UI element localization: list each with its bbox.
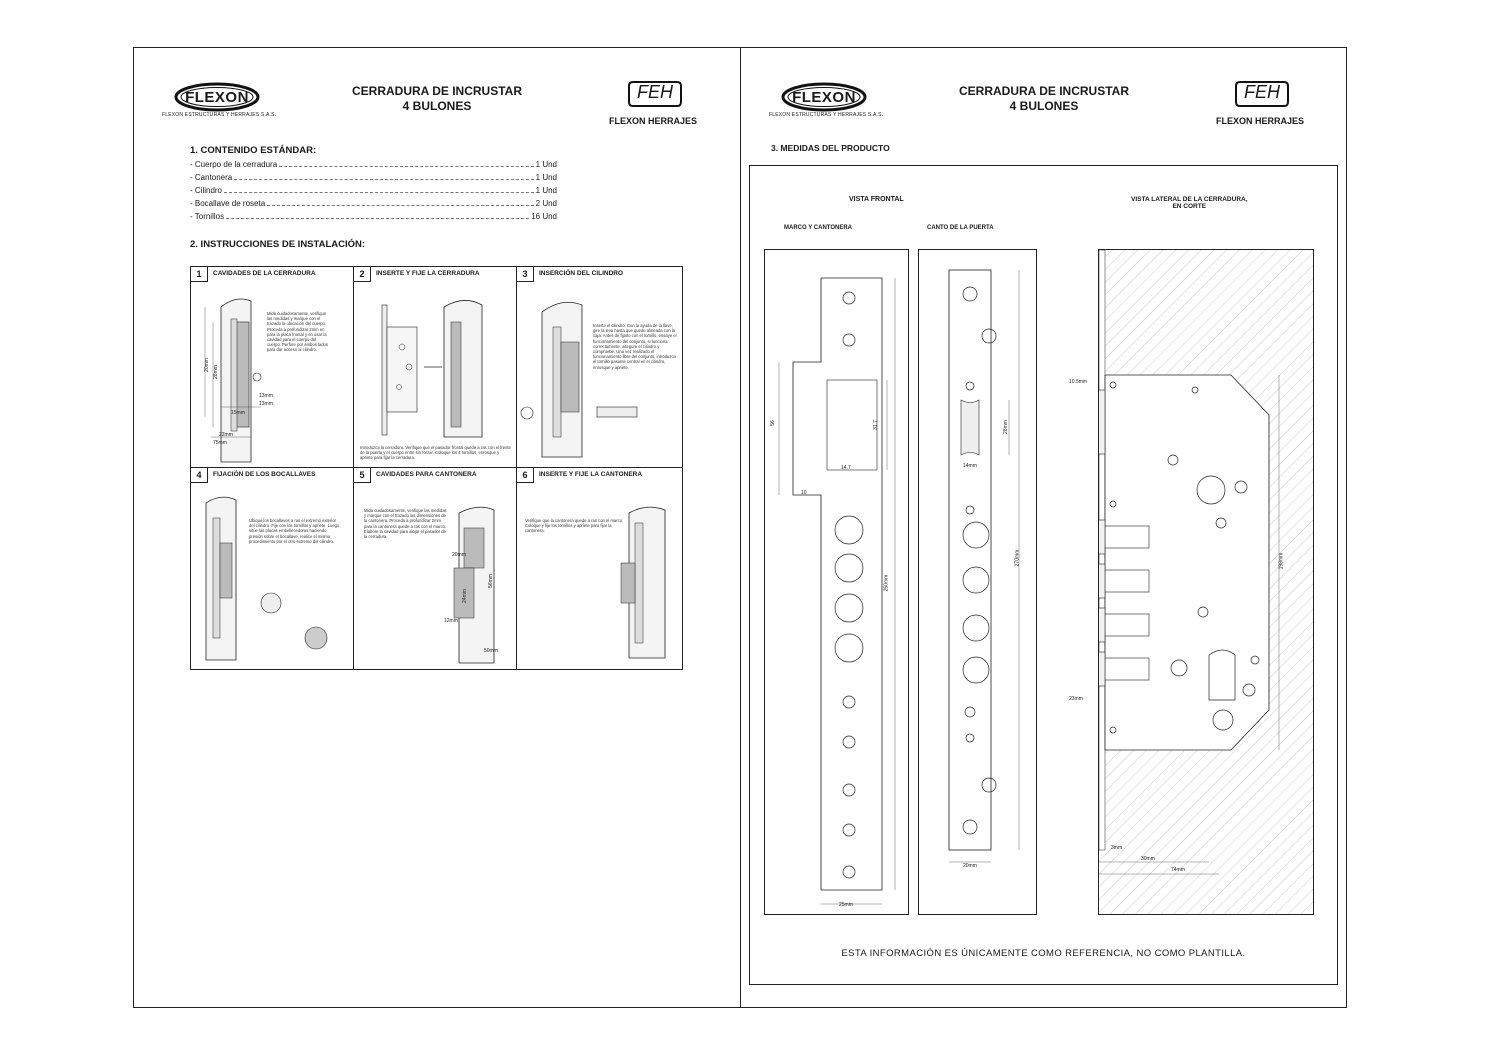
dim-label: 20mm bbox=[963, 863, 977, 869]
flexon-logo-text: FLEXON bbox=[792, 89, 856, 106]
step-number: 1 bbox=[191, 267, 208, 282]
list-item: - Tornillos 16 Und bbox=[190, 212, 557, 221]
section-contents-heading: 1. CONTENIDO ESTÁNDAR: bbox=[190, 145, 317, 156]
dim-label: 14mm bbox=[963, 463, 977, 469]
list-item: - Cilindro 1 Und bbox=[190, 186, 557, 195]
step-number: 6 bbox=[517, 468, 534, 483]
list-item: - Bocallave de roseta 2 Und bbox=[190, 199, 557, 208]
step-6-illustration bbox=[517, 468, 682, 669]
step-title: INSERTE Y FIJE LA CERRADURA bbox=[376, 270, 480, 277]
dim-label: 28mm bbox=[1002, 420, 1009, 434]
section-instructions-heading: 2. INSTRUCCIONES DE INSTALACIÓN: bbox=[190, 239, 366, 250]
step-title: CAVIDADES PARA CANTONERA bbox=[376, 471, 477, 478]
dim-label: 50mm bbox=[484, 648, 498, 654]
step-4 bbox=[191, 468, 354, 669]
dim-label: 3mm bbox=[1111, 845, 1123, 851]
flexon-subtitle: FLEXON ESTRUCTURAS Y HERRAJES S.A.S. bbox=[769, 112, 884, 118]
feh-logo-text: FEH bbox=[637, 82, 673, 102]
faceplate-drawing bbox=[919, 250, 1036, 914]
dim-label: 56mm bbox=[487, 574, 494, 588]
dim-label: 15mm bbox=[231, 410, 245, 416]
step-text: Inserte el cilindro. Con la ayuda de la llave, gire la leva hasta que quede alineada con la caja. Antes de fijarlo con el tornillo, ensaye el funcionamiento del conjunto, si funciona correctamente, asegure el cilindro y compruebe. Una vez realizado el funcionamiento libre del conjunto, introduzca el tornillo pasante central en el cilindro, enrosque y apriete. bbox=[593, 323, 677, 370]
lateral-panel bbox=[1098, 249, 1314, 915]
step-title: FIJACIÓN DE LOS BOCALLAVES bbox=[213, 471, 316, 478]
step-number: 2 bbox=[354, 267, 371, 282]
step-text: Introduzca la cerradura. Verifique que el pasador frontal quede a ras con el frente de la puerta y el cuerpo entre sin forzar. Coloque los 4 tornillos, enrosque y apriete para fijar la cerradura. bbox=[360, 445, 511, 461]
lock-body-drawing bbox=[1099, 250, 1313, 914]
document-title bbox=[317, 84, 557, 114]
flexon-subtitle: FLEXON ESTRUCTURAS Y HERRAJES S.A.S. bbox=[162, 112, 277, 118]
title-line-2: 4 BULONES bbox=[402, 99, 472, 113]
feh-subtitle: FLEXON HERRAJES bbox=[609, 116, 698, 126]
dim-label: 23mm bbox=[1069, 696, 1083, 702]
vista-lateral-title: VISTA LATERAL DE LA CERRADURA, EN CORTE bbox=[1131, 196, 1248, 210]
dim-label: 14.7 bbox=[841, 465, 851, 471]
section-measures-heading: 3. MEDIDAS DEL PRODUCTO bbox=[771, 143, 890, 153]
step-2 bbox=[354, 267, 517, 468]
step-title: CAVIDADES DE LA CERRADURA bbox=[213, 270, 316, 277]
step-text: Verifique que la cantonera quede a ras con el marco. Coloque y fije los tornillos y apriete para fijar la cantonera. bbox=[525, 518, 624, 534]
step-text: Mida cuidadosamente, verifique las medidas y marque con el trazado la ubicación del cuerpo. Proceda a profundizar 2mm en para la placa frontal y en usar la cavidad para el cuerpo del cuerpo. Perfore por ambos lados para dar acceso al cilindro. bbox=[267, 311, 328, 353]
step-title: INSERTE Y FIJE LA CANTONERA bbox=[539, 471, 643, 478]
marco-title: MARCO Y CANTONERA bbox=[784, 225, 853, 231]
instructions-grid bbox=[190, 266, 683, 670]
step-number: 5 bbox=[354, 468, 371, 483]
dim-label: 13mm bbox=[259, 393, 273, 399]
dim-label: 10.5mm bbox=[1069, 379, 1088, 385]
dim-label: 75mm bbox=[213, 440, 227, 446]
canto-panel bbox=[918, 249, 1037, 915]
step-3 bbox=[517, 267, 682, 468]
list-item: - Cantonera 1 Und bbox=[190, 173, 557, 182]
dim-label: 13mm bbox=[259, 401, 273, 407]
step-text: Mida cuidadosamente, verifique las medidas y marque con el trazado las dimensiones de la cantonera. Proceda a profundizar 2mm para la cantonera quede a ras con el marco. Elabore la cavidad para alojar el pasador de la cerradura. bbox=[364, 508, 447, 540]
step-6 bbox=[517, 468, 682, 669]
dim-label: 20mm bbox=[452, 552, 466, 558]
dim-label: 250mm bbox=[883, 574, 890, 592]
title-line-1: CERRADURA DE INCRUSTAR bbox=[352, 84, 522, 98]
dim-label: 10 bbox=[801, 490, 807, 496]
dim-label: 20mm bbox=[203, 358, 210, 372]
left-page bbox=[133, 47, 741, 1008]
contents-list bbox=[190, 160, 557, 225]
step-number: 4 bbox=[191, 468, 208, 483]
vista-frontal-title: VISTA FRONTAL bbox=[849, 196, 904, 203]
flexon-logo-text: FLEXON bbox=[185, 89, 249, 106]
marco-panel bbox=[764, 249, 909, 915]
list-item: - Cuerpo de la cerradura 1 Und bbox=[190, 160, 557, 169]
dim-label: 74mm bbox=[1171, 867, 1185, 873]
dim-label: 270mm bbox=[1014, 549, 1021, 567]
dim-label: 22mm bbox=[219, 432, 233, 438]
title-line-2: 4 BULONES bbox=[1009, 99, 1079, 113]
dim-label: 25mm bbox=[839, 902, 853, 908]
title-line-1: CERRADURA DE INCRUSTAR bbox=[959, 84, 1129, 98]
dim-label: 198mm bbox=[1278, 552, 1285, 570]
dim-label: 24mm bbox=[461, 589, 468, 603]
step-4-illustration bbox=[191, 468, 354, 669]
right-page bbox=[740, 47, 1347, 1008]
dim-label: 56 bbox=[769, 420, 776, 426]
dim-label: 30mm bbox=[1141, 856, 1155, 862]
document-title bbox=[924, 84, 1164, 114]
canto-title: CANTO DE LA PUERTA bbox=[927, 225, 994, 231]
step-title: INSERCIÓN DEL CILINDRO bbox=[539, 270, 624, 277]
step-1 bbox=[191, 267, 354, 468]
reference-note: ESTA INFORMACIÓN ES ÚNICAMENTE COMO REFERENCIA, NO COMO PLANTILLA. bbox=[841, 948, 1246, 959]
step-5 bbox=[354, 468, 517, 669]
step-2-illustration bbox=[354, 267, 517, 468]
dim-label: 12mm bbox=[444, 618, 458, 624]
step-number: 3 bbox=[517, 267, 534, 282]
feh-logo-text: FEH bbox=[1244, 82, 1280, 102]
feh-subtitle: FLEXON HERRAJES bbox=[1216, 116, 1305, 126]
step-5-illustration bbox=[354, 468, 517, 669]
dim-label: 31.7 bbox=[872, 420, 879, 430]
step-text: Ubique los bocallaves a ras el extremo exterior del cilindro. Fije con los tornillos y apriete. Luego sitúe las placas embellecedoras haciendo presión sobre el bocallave, realice el mismo procedimiento por el otro extremo del cilindro. bbox=[249, 518, 340, 544]
dim-label: 28mm bbox=[212, 365, 219, 379]
